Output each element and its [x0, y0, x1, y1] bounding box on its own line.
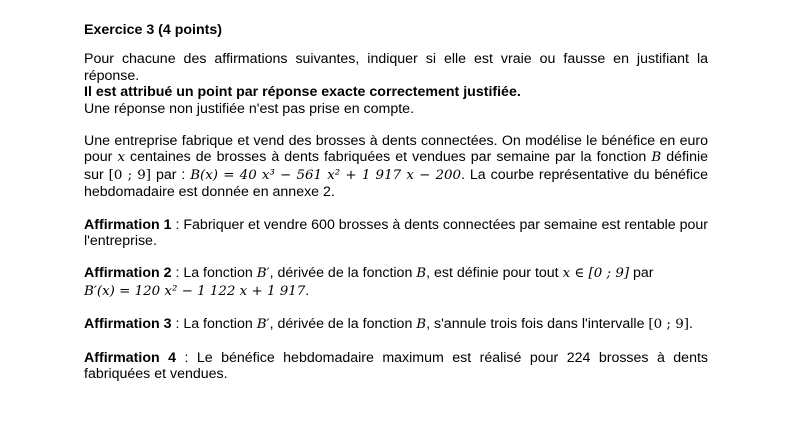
context-paragraph: [84, 133, 708, 201]
derivative-formula: B′(x) = 120 x² − 1 122 x + 1 917: [84, 283, 306, 299]
affirmation-2-text-1: : La fonction: [171, 265, 257, 282]
intro-note: Une réponse non justifiée n'est pas prise en compte.: [84, 100, 415, 117]
context-text-5: . La courbe représentative du bénéfice hebdomadaire est donnée en annexe 2.: [84, 166, 708, 201]
derivative-name: B′: [256, 266, 270, 282]
affirmation-2-label: Affirmation 2: [84, 265, 172, 282]
function-name-b: B: [416, 266, 427, 282]
affirmation-2-text-3: , est définie pour tout: [426, 265, 563, 282]
affirmation-3-text-3: , s'annule trois fois dans l'intervalle: [426, 316, 649, 333]
function-name-b: B: [416, 317, 427, 333]
affirmation-3: [84, 316, 708, 333]
affirmation-1: [84, 217, 708, 250]
intro-scoring-text: Il est attribué un point par réponse exacte correctement justifiée.: [84, 84, 521, 101]
intro-scoring: [84, 84, 708, 100]
affirmation-1-label: Affirmation 1: [84, 216, 172, 233]
domain-condition: x ∈ [0 ; 9]: [562, 266, 630, 282]
affirmation-2-text-2: , dérivée de la fonction: [269, 265, 417, 282]
context-text-2: centaines de brosses à dents fabriquées et vendues par semaine par la fonction: [125, 149, 652, 166]
function-formula: B(x) = 40 x³ − 561 x² + 1 917 x − 200: [190, 167, 462, 183]
interval: [0 ; 9]: [648, 317, 689, 333]
context-text-3: définie sur: [84, 149, 709, 183]
intro-instructions: Pour chacune des affirmations suivantes, indiquer si elle est vraie ou fausse en justifiant la réponse.: [84, 51, 708, 84]
function-name-b: B: [651, 150, 662, 166]
affirmation-3-text-4: .: [688, 316, 693, 333]
context-text-1: Une entreprise fabrique et vend des brosses à dents connectées. On modélise le bénéfice en euro pour: [84, 133, 708, 166]
affirmation-3-text-2: , dérivée de la fonction: [269, 316, 417, 333]
domain-interval: [0 ; 9]: [108, 167, 152, 183]
affirmation-1-text: : Fabriquer et vendre 600 brosses à dents connectées par semaine est rentable pour l'entreprise.: [84, 216, 708, 250]
affirmation-2-text-5: .: [305, 282, 310, 299]
derivative-name: B′: [256, 317, 270, 333]
affirmation-4-label: Affirmation 4: [84, 349, 177, 366]
affirmation-4-text: : Le bénéfice hebdomadaire maximum est réalisé pour 224 brosses à dents fabriquées et vendues.: [84, 349, 709, 383]
affirmation-4: [84, 350, 708, 383]
affirmation-2-text-4: par: [629, 265, 654, 282]
context-text-4: par :: [151, 166, 191, 183]
affirmation-2: [84, 265, 708, 300]
exercise-document: [84, 22, 708, 383]
affirmation-3-text-1: : La fonction: [171, 316, 257, 333]
variable-x: x: [117, 150, 125, 166]
exercise-title: Exercice 3 (4 points): [84, 22, 222, 38]
affirmation-3-label: Affirmation 3: [84, 316, 172, 333]
